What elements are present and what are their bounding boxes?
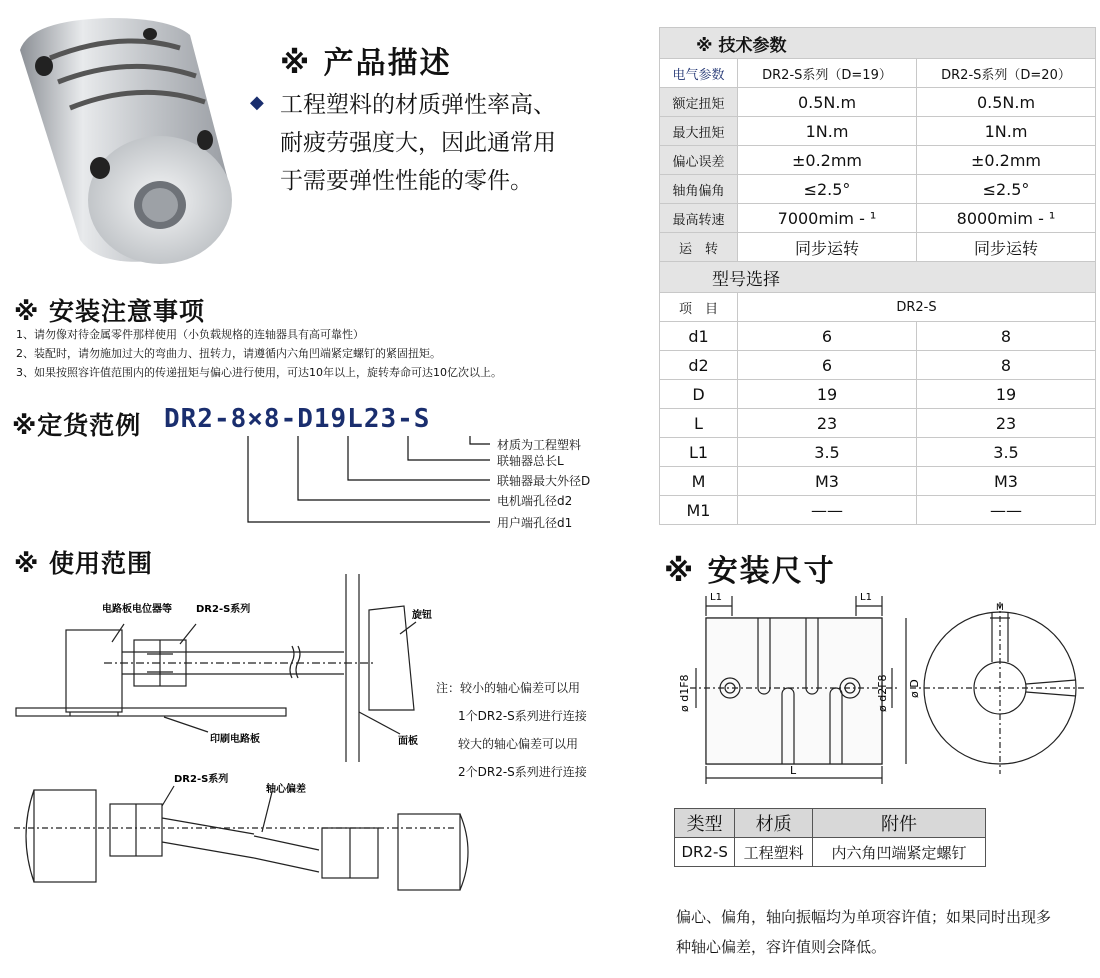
spec-key: 额定扭矩 (660, 88, 738, 117)
model-key: M1 (660, 496, 738, 525)
spec-value: 1N.m (738, 117, 917, 146)
spec-header-cell: DR2-S系列（D=20） (917, 59, 1096, 88)
spec-value: ≤2.5° (738, 175, 917, 204)
install-notes-heading: ※ 安装注意事项 (14, 297, 206, 326)
material-header-cell: 附件 (812, 809, 985, 838)
order-code-leaders (240, 430, 500, 530)
spec-value: 同步运转 (917, 233, 1096, 262)
spec-value: 0.5N.m (917, 88, 1096, 117)
label-series: DR2-S系列 (196, 604, 251, 615)
spec-value: ±0.2mm (738, 146, 917, 175)
model-header-cell: DR2-S (738, 293, 1096, 322)
usage-note-line: 2个DR2-S系列进行连接 (458, 765, 587, 779)
material-header-cell: 材质 (735, 809, 813, 838)
model-value: 19 (917, 380, 1096, 409)
model-value: —— (917, 496, 1096, 525)
model-section-heading: 型号选择 (660, 262, 1096, 293)
material-header-cell: 类型 (675, 809, 735, 838)
spec-value: 7000mim - ¹ (738, 204, 917, 233)
note-item: 3、如果按照容许值范围内的传递扭矩与偏心进行使用，可达10年以上，旋转寿命可达10亿次以上。 (16, 366, 502, 379)
model-key: L1 (660, 438, 738, 467)
spec-value: 同步运转 (738, 233, 917, 262)
model-value: M3 (738, 467, 917, 496)
note-item: 2、装配时，请勿施加过大的弯曲力、扭转力，请遵循内六角凹端紧定螺钉的紧固扭矩。 (16, 347, 441, 360)
model-value: 8 (917, 322, 1096, 351)
order-code: DR2-8×8-D19L23-S (164, 404, 431, 434)
spec-value: 8000mim - ¹ (917, 204, 1096, 233)
desc-line: 耐疲劳强度大，因此通常用 (280, 130, 556, 156)
spec-value: ±0.2mm (917, 146, 1096, 175)
product-desc-text (280, 86, 556, 200)
bullet-icon: ◆ (250, 92, 264, 113)
product-desc-heading: ※ 产品描述 (280, 46, 452, 81)
usage-diagram-offset (14, 764, 474, 894)
install-dims-heading: ※ 安装尺寸 (664, 554, 836, 589)
spec-section-heading: ※ 技术参数 (660, 28, 1096, 59)
order-label-d1: 用户端孔径d1 (497, 516, 573, 530)
material-value-cell: DR2-S (675, 838, 735, 867)
model-value: 6 (738, 322, 917, 351)
model-value: M3 (917, 467, 1096, 496)
dim-d1: ø d1F8 (678, 674, 691, 712)
footnote-line: 偏心、偏角，轴向振幅均为单项容许值；如果同时出现多 (676, 908, 1052, 926)
model-value: 23 (917, 409, 1096, 438)
footnote (676, 902, 1051, 962)
model-key: d1 (660, 322, 738, 351)
order-label-diameter: 联轴器最大外径D (497, 474, 591, 488)
material-value-cell: 工程塑料 (735, 838, 813, 867)
footnote-line: 种轴心偏差，容许值则会降低。 (676, 938, 887, 956)
desc-line: 工程塑料的材质弹性率高、 (280, 92, 556, 118)
label-pcb: 印刷电路板 (210, 734, 260, 745)
usage-notes (436, 674, 587, 786)
model-value: 23 (738, 409, 917, 438)
label-pot: 电路板电位器等 (102, 604, 172, 615)
usage-note-line: 1个DR2-S系列进行连接 (458, 709, 587, 723)
spec-key: 轴角偏角 (660, 175, 738, 204)
note-item: 1、请勿像对待金属零件那样使用（小负载规格的连轴器具有高可靠性） (16, 328, 364, 341)
spec-value: 1N.m (917, 117, 1096, 146)
order-label-length: 联轴器总长L (497, 454, 564, 468)
model-key: L (660, 409, 738, 438)
spec-header-cell: 电气参数 (660, 59, 738, 88)
model-value: 19 (738, 380, 917, 409)
spec-key: 最大扭矩 (660, 117, 738, 146)
label-series-2: DR2-S系列 (174, 774, 229, 785)
spec-table (659, 27, 1096, 525)
label-panel: 面板 (398, 736, 418, 747)
model-value: 3.5 (917, 438, 1096, 467)
desc-line: 于需要弹性性能的零件。 (280, 168, 533, 194)
model-value: 8 (917, 351, 1096, 380)
model-key: d2 (660, 351, 738, 380)
usage-diagram-pcb (14, 562, 444, 772)
dim-m: M (996, 603, 1004, 613)
spec-header-cell: DR2-S系列（D=19） (738, 59, 917, 88)
install-notes-list (16, 325, 502, 382)
spec-key: 偏心误差 (660, 146, 738, 175)
model-value: 6 (738, 351, 917, 380)
usage-heading: ※ 使用范围 (14, 549, 154, 578)
dim-l1-left: L1 (710, 592, 722, 603)
material-table (674, 808, 986, 867)
model-value: —— (738, 496, 917, 525)
dim-d2: ø d2F8 (876, 674, 889, 712)
model-key: D (660, 380, 738, 409)
spec-key: 最高转速 (660, 204, 738, 233)
label-knob: 旋钮 (412, 610, 432, 621)
spec-value: 0.5N.m (738, 88, 917, 117)
model-header-cell: 项 目 (660, 293, 738, 322)
spec-value: ≤2.5° (917, 175, 1096, 204)
label-offset: 轴心偏差 (266, 784, 306, 795)
product-image (0, 10, 240, 270)
model-value: 3.5 (738, 438, 917, 467)
dim-l1-right: L1 (860, 592, 872, 603)
material-value-cell: 内六角凹端紧定螺钉 (812, 838, 985, 867)
order-label-material: 材质为工程塑料 (497, 438, 582, 452)
model-key: M (660, 467, 738, 496)
order-label-d2: 电机端孔径d2 (497, 494, 573, 508)
dimension-drawing (660, 588, 1090, 788)
spec-key: 运 转 (660, 233, 738, 262)
dim-l: L (790, 764, 797, 777)
order-example-heading: ※定货范例 (12, 411, 142, 440)
usage-note-line: 注：较小的轴心偏差可以用 (436, 681, 581, 695)
usage-note-line: 较大的轴心偏差可以用 (458, 737, 579, 751)
dim-D: ø D (908, 679, 921, 698)
